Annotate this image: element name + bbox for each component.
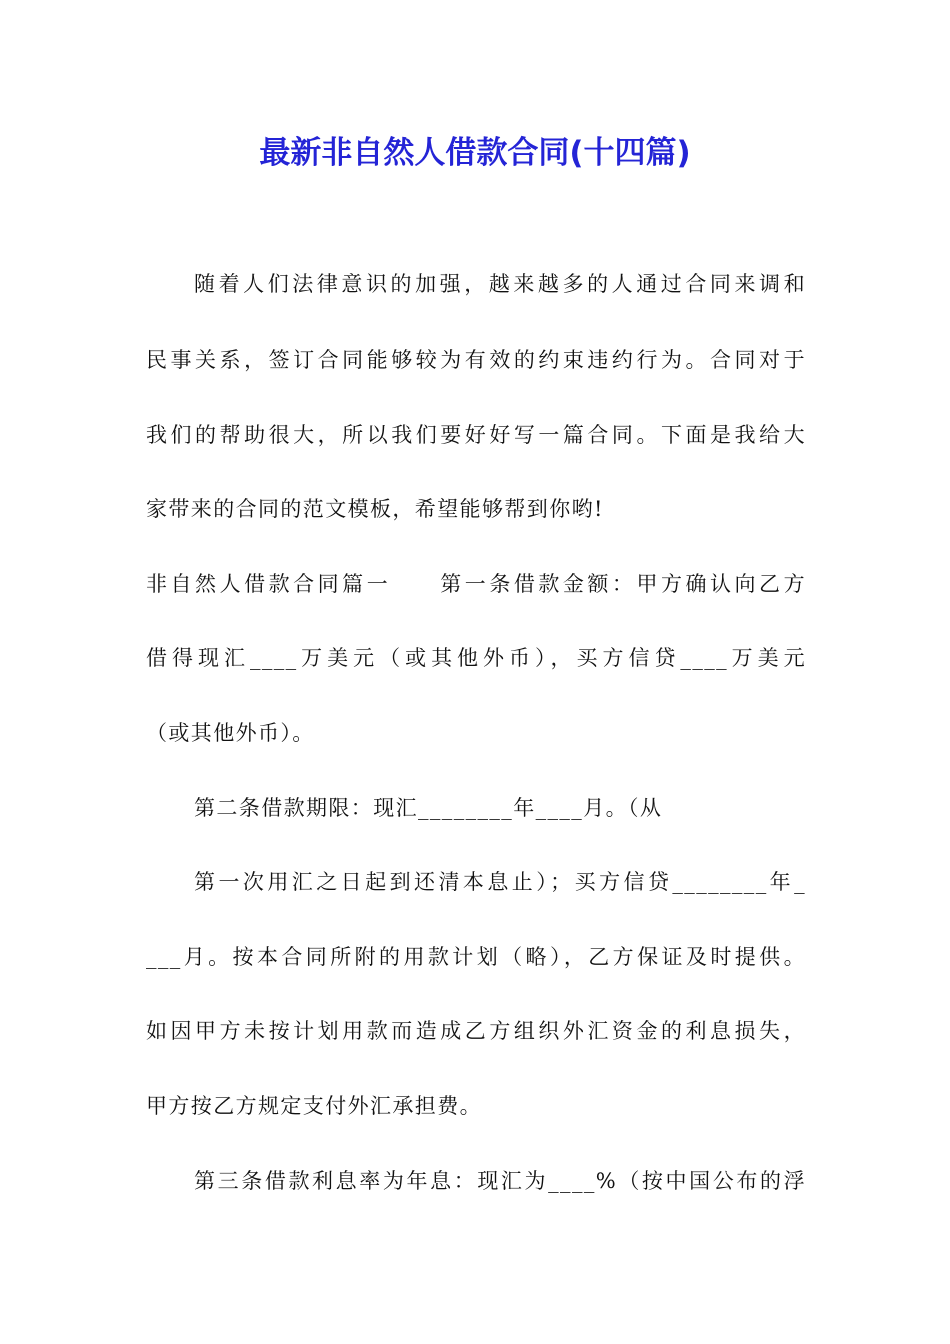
paragraph-line: 我们的帮助很大，所以我们要好好写一篇合同。下面是我给大 [146, 423, 806, 447]
paragraph-line: 第一次用汇之日起到还清本息止）；买方信贷________年_ [194, 870, 806, 894]
paragraph-line: 第二条借款期限：现汇________年____月。（从 [194, 796, 663, 820]
paragraph-line: 随着人们法律意识的加强，越来越多的人通过合同来调和 [194, 272, 806, 296]
paragraph-line: 借得现汇____万美元（或其他外币），买方信贷____万美元 [146, 646, 806, 670]
paragraph-line: 民事关系，签订合同能够较为有效的约束违约行为。合同对于 [146, 348, 806, 372]
paragraph-line: 非自然人借款合同篇一 第一条借款金额：甲方确认向乙方 [146, 572, 806, 596]
document-title: 最新非自然人借款合同(十四篇) [259, 135, 691, 171]
paragraph-line: 甲方按乙方规定支付外汇承担费。 [146, 1094, 482, 1118]
paragraph-line: 第三条借款利息率为年息：现汇为____%（按中国公布的浮 [194, 1169, 806, 1193]
paragraph-line: 家带来的合同的范文模板，希望能够帮到你哟! [146, 497, 604, 521]
paragraph-line: 如因甲方未按计划用款而造成乙方组织外汇资金的利息损失， [146, 1019, 806, 1043]
paragraph-line: ___月。按本合同所附的用款计划（略），乙方保证及时提供。 [146, 945, 806, 969]
paragraph-line: （或其他外币）。 [146, 721, 315, 745]
